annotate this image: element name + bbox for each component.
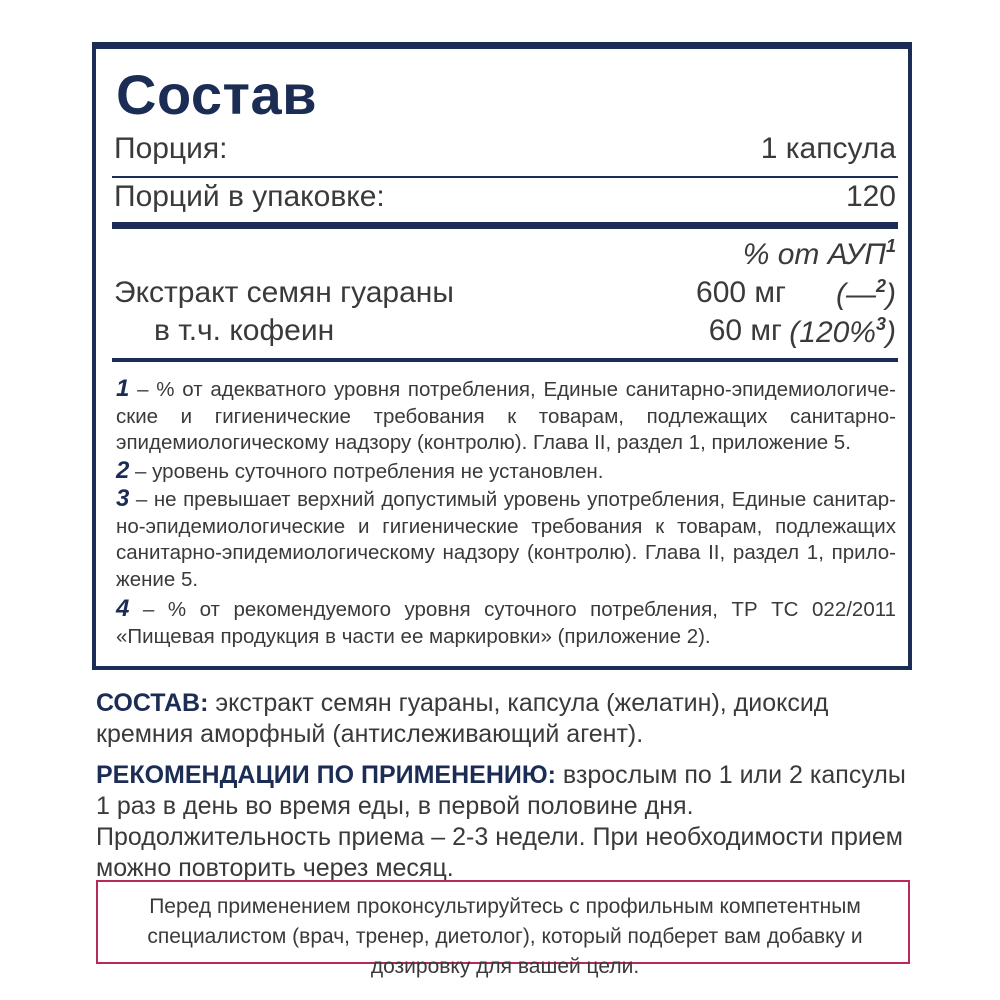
composition-paragraph — [96, 688, 916, 750]
footnote-text: – уровень суточного потребления не установлен. — [129, 460, 604, 483]
ingredient-dv-value: (120% — [789, 316, 876, 349]
ingredient-dv-footnote-marker: 3 — [875, 314, 886, 334]
footnote-text: – % от адекватного уровня потребления, Единые санитарно-эпидемиологические и гигиенические требования к товарам, подлежащих санитарно-эпидемиологическому надзору (контролю). Глава II, раздел 1, приложение 5. — [116, 378, 896, 454]
servings-per-pack-label: Порций в упаковке: — [114, 180, 385, 213]
ingredient-dv — [789, 314, 896, 350]
dv-header-footnote-marker: 1 — [885, 236, 896, 256]
footnote — [116, 596, 896, 650]
ingredient-dv — [836, 276, 896, 312]
recommendations-text: взрослым по 1 или 2 капсулы 1 раз в день во время еды, в первой половине дня. Продолжительность приема – 2-3 недели. При необходимости прием можно повторить через месяц. — [96, 761, 906, 882]
ingredient-dv-close: ) — [886, 316, 896, 349]
footnote — [116, 486, 896, 593]
ingredient-dv-value: (— — [835, 278, 876, 311]
warning-text: Перед применением проконсультируйтесь с профильным компетентным специалистом (врач, тренер, диетолог), который подберет вам добавку и дозировку для вашей цели. — [147, 895, 863, 978]
ingredient-dv-footnote-marker: 2 — [875, 276, 886, 296]
divider-thin — [112, 176, 898, 178]
page-title: Состав — [116, 63, 318, 126]
footnote-number: 4 — [116, 595, 130, 622]
recommendations-label: РЕКОМЕНДАЦИИ ПО ПРИМЕНЕНИЮ: — [96, 761, 556, 789]
footnote-number: 3 — [116, 485, 130, 512]
composition-label: СОСТАВ: — [96, 689, 209, 717]
ingredient-amount: 60 мг — [708, 314, 782, 347]
divider-medium — [112, 358, 898, 362]
recommendations-paragraph — [96, 760, 916, 884]
composition-text: экстракт семян гуараны, капсула (желатин), диоксид кремния аморфный (антислеживающий агент). — [96, 689, 829, 748]
divider-thick — [112, 222, 898, 229]
footnote-text: – % от рекомендуемого уровня суточного потребления, ТР ТС 022/2011 «Пищевая продукция в части ее маркировки» (приложение 2). — [116, 598, 896, 648]
ingredient-name: Экстракт семян гуараны — [114, 276, 454, 309]
serving-value: 1 капсула — [760, 132, 896, 165]
dv-header-text: % от АУП — [742, 238, 886, 271]
ingredient-name: в т.ч. кофеин — [154, 314, 335, 347]
servings-per-pack-value: 120 — [845, 180, 896, 213]
dv-header — [743, 236, 896, 272]
ingredient-amount: 600 мг — [696, 276, 786, 309]
footnote-number: 2 — [116, 457, 130, 484]
serving-label: Порция: — [114, 132, 228, 165]
ingredient-dv-close: ) — [886, 278, 896, 311]
footnote-number: 1 — [116, 375, 130, 402]
footnote — [116, 376, 896, 457]
footnote-text: – не превышает верхний допустимый уровень употребления, Единые санитарно-эпидемиологические и гигиенические требования к товарам, подлежащих санитарно-эпидемиологическому надзору (контролю). Глава II, раздел 1, приложение 5. — [116, 488, 896, 591]
footnote — [116, 458, 896, 486]
